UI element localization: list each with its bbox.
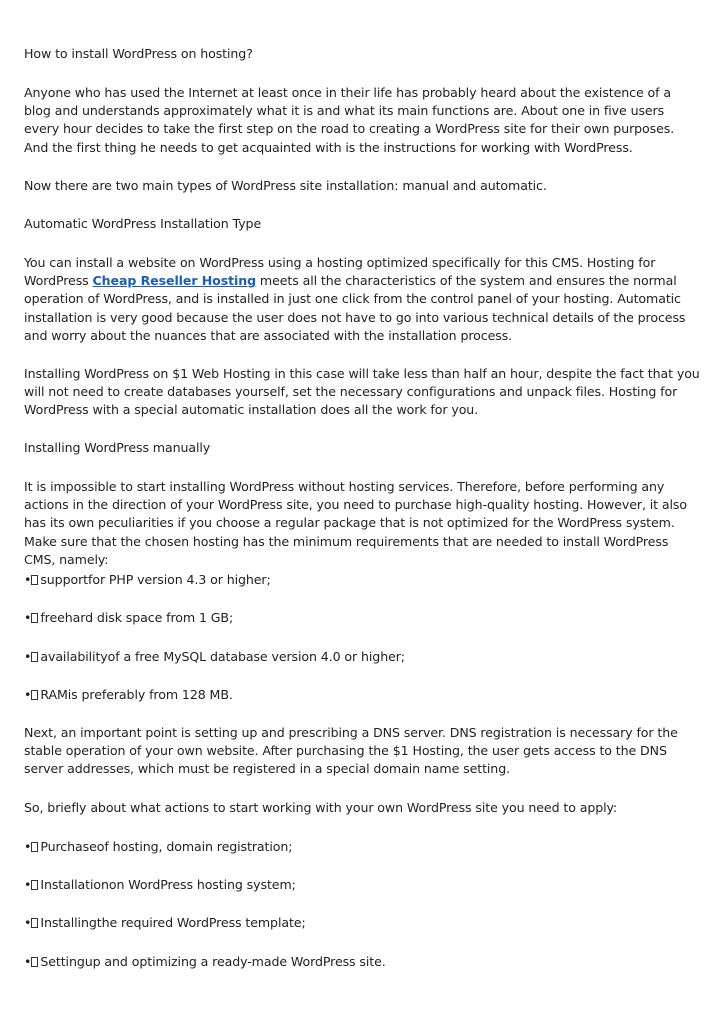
bullet-icon: • (24, 649, 32, 664)
bullet-icon: • (24, 572, 32, 587)
list-item (24, 609, 233, 627)
list-item (24, 686, 233, 704)
list-item (24, 914, 306, 932)
list-item-text: the required WordPress template; (96, 915, 306, 930)
paragraph-automatic-lead: You can install a website on WordPress using a hosting optimized specifically for this CMS. Hosting for WordPress (24, 255, 656, 289)
missing-glyph-icon (31, 842, 38, 852)
list-item-keyword: support (40, 572, 88, 587)
list-item-keyword: Installation (40, 877, 109, 892)
bullet-icon: • (24, 877, 32, 892)
missing-glyph-icon (31, 652, 38, 662)
paragraph-intro: Anyone who has used the Internet at least once in their life has probably heard about the existence of a blog and understands approximately what it is and what its main functions are. About one in five users every hour decides to take the first step on the road to creating a WordPress site for their own purposes. And the first thing he needs to get acquainted with is the instructions for working with WordPress. (24, 85, 675, 155)
list-item-text: up and optimizing a ready-made WordPress site. (84, 954, 386, 969)
missing-glyph-icon (31, 690, 38, 700)
paragraph-automatic (24, 254, 700, 345)
list-item-keyword: Installing (40, 915, 97, 930)
list-item-keyword: availability (40, 649, 108, 664)
paragraph-steps-intro: So, briefly about what actions to start working with your own WordPress site you need to apply: (24, 800, 618, 815)
heading-manual: Installing WordPress manually (24, 440, 211, 455)
list-item-text: hard disk space from 1 GB; (64, 610, 234, 625)
document-title: How to install WordPress on hosting? (24, 46, 253, 61)
list-item (24, 876, 296, 894)
list-item (24, 571, 271, 589)
missing-glyph-icon (31, 880, 38, 890)
bullet-icon: • (24, 954, 32, 969)
list-item (24, 648, 405, 666)
missing-glyph-icon (31, 918, 38, 928)
missing-glyph-icon (31, 613, 38, 623)
paragraph-types: Now there are two main types of WordPress site installation: manual and automatic. (24, 178, 547, 193)
cheap-reseller-hosting-link[interactable]: Cheap Reseller Hosting (92, 273, 257, 289)
bullet-icon: • (24, 687, 32, 702)
list-item-text: for PHP version 4.3 or higher; (88, 572, 271, 587)
paragraph-dns: Next, an important point is setting up and prescribing a DNS server. DNS registration is necessary for the stable operation of your own website. After purchasing the $1 Hosting, the user gets access to the DNS server addresses, which must be registered in a special domain name setting. (24, 725, 678, 777)
bullet-icon: • (24, 610, 32, 625)
bullet-icon: • (24, 839, 32, 854)
list-item-text: of hosting, domain registration; (96, 839, 293, 854)
list-item-keyword: RAM (40, 687, 68, 702)
paragraph-one-dollar-hosting: Installing WordPress on $1 Web Hosting in this case will take less than half an hour, despite the fact that you will not need to create databases yourself, set the necessary configurations and unpack files. Hosting for WordPress with a special automatic installation does all the work for you. (24, 366, 700, 418)
list-item-keyword: Purchase (40, 839, 97, 854)
bullet-icon: • (24, 915, 32, 930)
list-item-keyword: free (40, 610, 65, 625)
list-item-keyword: Setting (40, 954, 85, 969)
missing-glyph-icon (31, 575, 38, 585)
heading-automatic: Automatic WordPress Installation Type (24, 216, 262, 231)
paragraph-requirements: It is impossible to start installing WordPress without hosting services. Therefore, before performing any actions in the direction of your WordPress site, you need to purchase high-quality hosting. However, it also has its own peculiarities if you choose a regular package that is not optimized for the WordPress system. Make sure that the chosen hosting has the minimum requirements that are needed to install WordPress CMS, namely: (24, 479, 687, 567)
paragraph-automatic-rest: meets all the characteristics of the system and ensures the normal operation of WordPress, and is installed in just one click from the control panel of your hosting. Automatic installation is very good because the user does not have to go into various technical details of the process and worry about the nuances that are associated with the installation process. (24, 273, 686, 343)
list-item (24, 838, 292, 856)
list-item-text: is preferably from 128 MB. (67, 687, 233, 702)
list-item-text: of a free MySQL database version 4.0 or higher; (107, 649, 405, 664)
missing-glyph-icon (31, 957, 38, 967)
list-item-text: on WordPress hosting system; (108, 877, 296, 892)
list-item (24, 953, 386, 971)
